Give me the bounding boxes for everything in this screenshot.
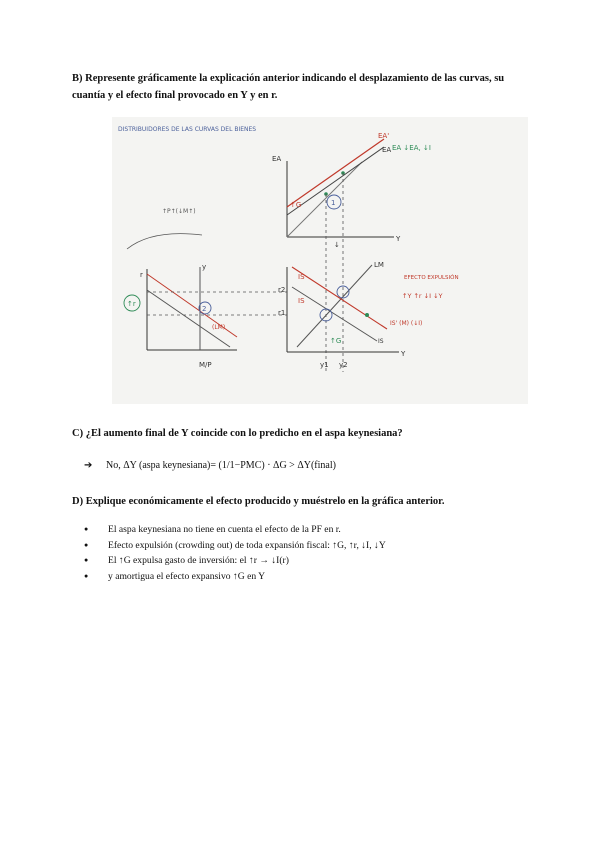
is-label: IS bbox=[298, 297, 305, 305]
r2-label: r2 bbox=[278, 286, 286, 294]
ea-axis-label: EA bbox=[272, 155, 282, 163]
question-b-line2: cuantía y el efecto final provocado en Y y en r. bbox=[72, 90, 278, 101]
handwritten-graph-figure bbox=[112, 117, 528, 404]
ea-note: EA ↓EA, ↓I bbox=[392, 144, 431, 152]
money-y-axis-label: y bbox=[202, 263, 207, 271]
answer-d-list bbox=[80, 522, 386, 584]
islm-y-axis-label: Y bbox=[401, 350, 406, 358]
is-old-label: IS bbox=[378, 338, 384, 345]
dashed-ticks: ↓ bbox=[334, 241, 340, 249]
question-b-line1: B) Represente gráficamente la explicación anterior indicando el desplazamiento de las curvas, su bbox=[72, 73, 505, 84]
point-1-label: 1 bbox=[331, 199, 336, 207]
top-panel-title: DISTRIBUIDORES DE LAS CURVAS DEL BIENES bbox=[118, 126, 257, 133]
answer-c bbox=[84, 458, 336, 474]
delta-g-label: ↑G bbox=[290, 201, 302, 209]
r1-label: r1 bbox=[278, 309, 286, 317]
crowding-title: EFECTO EXPULSIÓN bbox=[404, 275, 459, 281]
lm-label: LM bbox=[374, 261, 384, 269]
money-top-label: ↑P↑(↓M↑) bbox=[162, 208, 196, 215]
answer-c-text: No, ΔY (aspa keynesiana)= (1/1−PMC) · ΔG > ΔY(final) bbox=[106, 460, 336, 471]
answer-d-item: ● Efecto expulsión (crowding out) de toda expansión fiscal: ↑G, ↑r, ↓I, ↓Y bbox=[80, 538, 386, 554]
y2-label: y2 bbox=[339, 361, 348, 369]
question-b bbox=[72, 70, 542, 104]
money-bottom-label: M/P bbox=[199, 361, 212, 369]
question-d: D) Explique económicamente el efecto producido y muéstrelo en la gráfica anterior. bbox=[72, 496, 445, 507]
question-c: C) ¿El aumento final de Y coincide con lo predicho en el aspa keynesiana? bbox=[72, 428, 403, 439]
answer-arrow-icon: ➔ bbox=[84, 460, 93, 471]
is-new-label: IS' (M) (↓I) bbox=[390, 320, 423, 327]
ea-prime-label: EA' bbox=[378, 132, 390, 140]
is-shift-arrow: IS bbox=[298, 273, 305, 281]
crowding-formula: ↑Y ↑r ↓I ↓Y bbox=[402, 292, 443, 300]
answer-d-item: ● El ↑G expulsa gasto de inversión: el ↑r → ↓I(r) bbox=[80, 553, 386, 569]
money-r-axis-label: r bbox=[140, 271, 143, 279]
answer-d-item: ● y amortigua el efecto expansivo ↑G en Y bbox=[80, 569, 386, 585]
money-r-circle-label: ↑r bbox=[127, 300, 136, 308]
islm-dot bbox=[365, 313, 369, 317]
answer-d-item: ● El aspa keynesiana no tiene en cuenta el efecto de la PF en r. bbox=[80, 522, 386, 538]
g-label: ↑G bbox=[330, 337, 342, 345]
money-curve-label: (LM) bbox=[212, 324, 226, 331]
ea-label: EA bbox=[382, 146, 392, 154]
y-axis-top-label: Y bbox=[396, 235, 401, 243]
money-point-label: 2 bbox=[202, 305, 207, 313]
y1-label: y1 bbox=[320, 361, 329, 369]
